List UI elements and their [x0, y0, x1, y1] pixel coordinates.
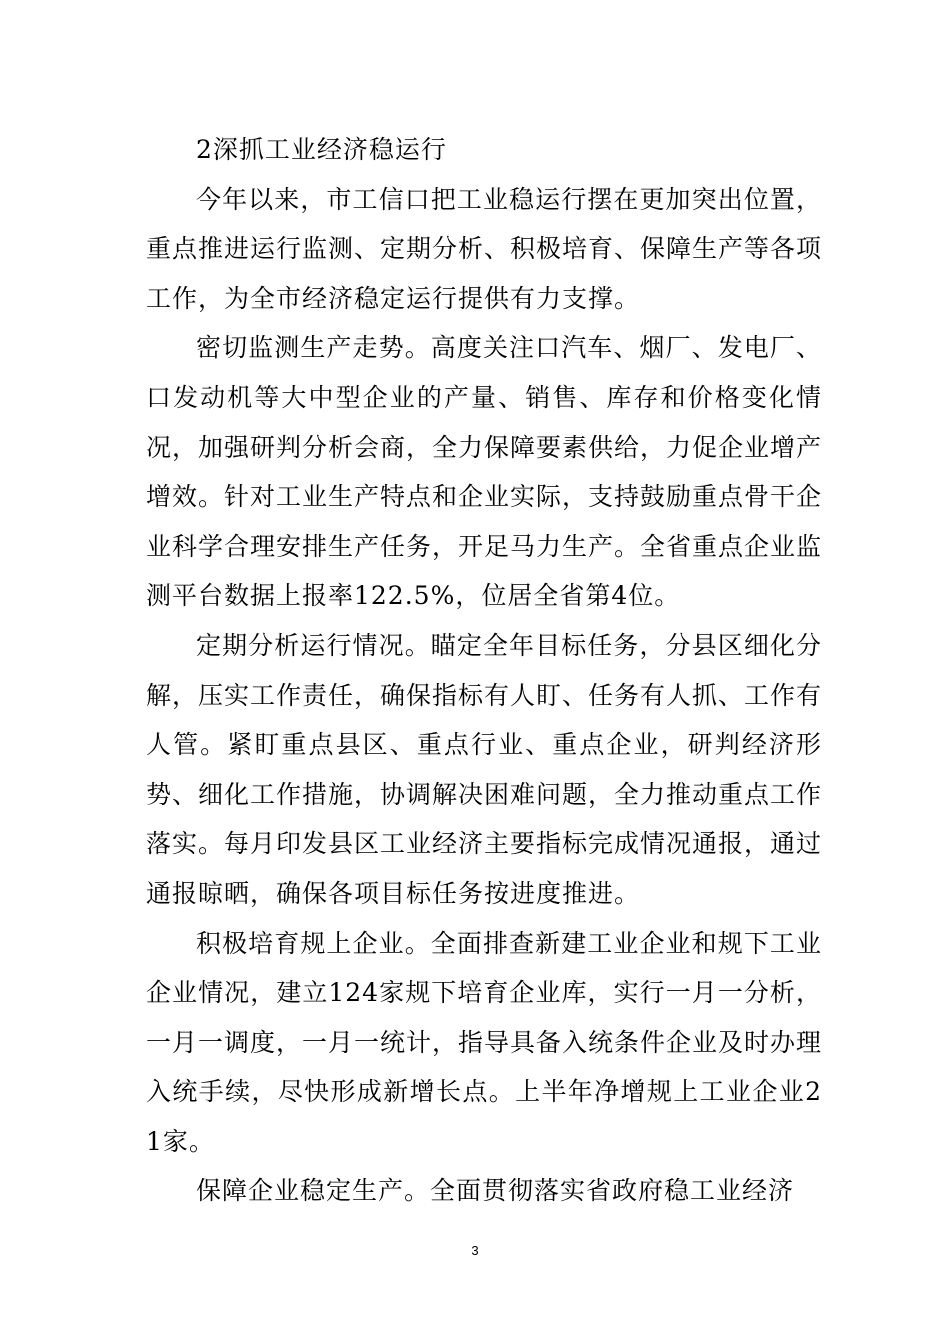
- document-body: [146, 125, 822, 1216]
- paragraph-production: 保障企业稳定生产。全面贯彻落实省政府稳工业经济: [196, 1176, 795, 1206]
- paragraph-monitoring: 密切监测生产走势。高度关注口汽车、烟厂、发电厂、口发动机等大中型企业的产量、销售、库存和价格变化情况，加强研判分析会商，全力保障要素供给，力促企业增产增效。针对工业生产特点和企业实际，支持鼓励重点骨干企业科学合理安排生产任务，开足马力生产。全省重点企业监测平台数据上报率122.5%，位居全省第4位。: [146, 333, 823, 611]
- paragraph-cultivation: 积极培育规上企业。全面排查新建工业企业和规下工业企业情况，建立124家规下培育企业库，实行一月一分析，一月一调度，一月一统计，指导具备入统条件企业及时办理入统手续，尽快形成新增长点。上半年净增规上工业企业21家。: [146, 928, 823, 1156]
- page-number: 3: [471, 1243, 479, 1258]
- section-title: 2深抓工业经济稳运行: [196, 135, 447, 164]
- paragraph-intro: 今年以来，市工信口把工业稳运行摆在更加突出位置，重点推进运行监测、定期分析、积极培育、保障生产等各项工作，为全市经济稳定运行提供有力支撑。: [146, 184, 823, 313]
- paragraph-analysis: 定期分析运行情况。瞄定全年目标任务，分县区细化分解，压实工作责任，确保指标有人盯、任务有人抓、工作有人管。紧盯重点县区、重点行业、重点企业，研判经济形势、细化工作措施，协调解决困难问题，全力推动重点工作落实。每月印发县区工业经济主要指标完成情况通报，通过通报晾晒，确保各项目标任务按进度推进。: [146, 630, 823, 908]
